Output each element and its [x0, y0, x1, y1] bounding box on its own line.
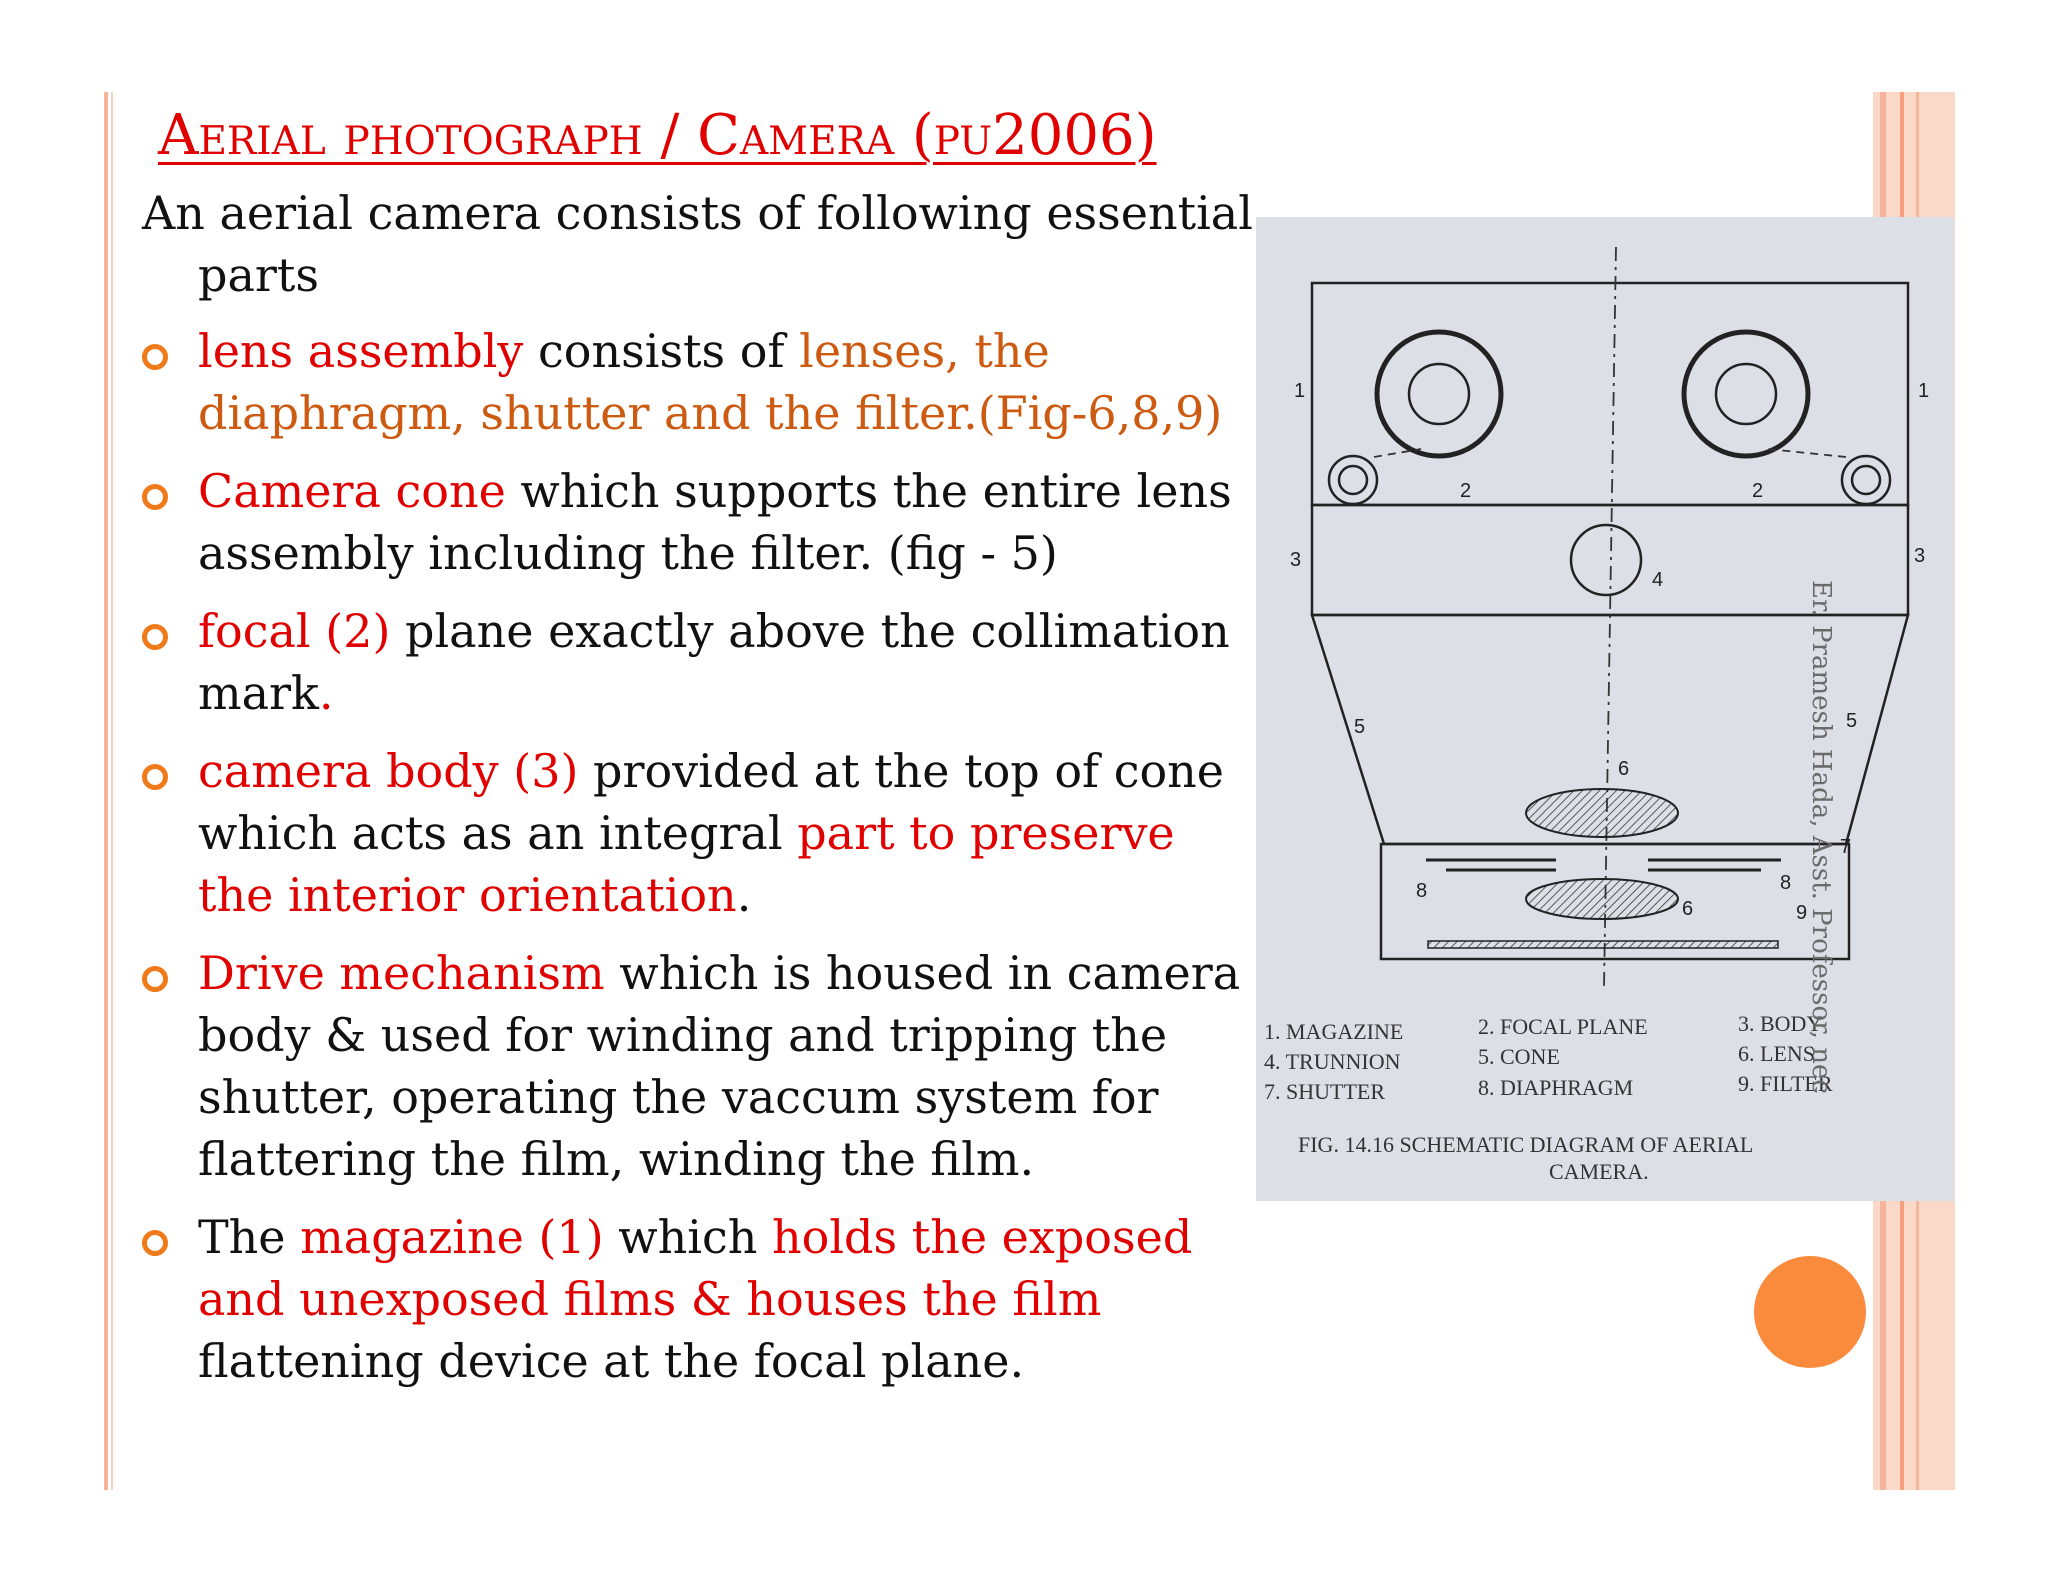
- part-label: 5: [1846, 710, 1858, 732]
- legend-entry: 6. LENS: [1738, 1041, 1815, 1066]
- bullet-text-segment: provided at the top of cone which acts as an integral: [198, 744, 1224, 860]
- bullet-text: [198, 946, 1240, 1186]
- optical-axis: [1604, 247, 1616, 987]
- left-rule-line-thin: [111, 92, 113, 1490]
- bullet-text-segment: which supports the entire lens assembly including the filter. (fig - 5): [198, 464, 1232, 580]
- magazine-spool: [1716, 364, 1776, 424]
- magazine-box: [1312, 283, 1908, 505]
- bullet-icon: [142, 624, 168, 650]
- author-watermark: Er. Pramesh Hada, Asst. Professor, nec: [1806, 580, 1836, 1094]
- bullet-text-segment: magazine (1): [300, 1210, 604, 1264]
- part-label: 1: [1918, 380, 1930, 402]
- part-label: 9: [1796, 902, 1808, 924]
- bullet-item: [142, 600, 1308, 724]
- legend-entry: 7. SHUTTER: [1264, 1079, 1385, 1104]
- legend-entry: 8. DIAPHRAGM: [1478, 1075, 1634, 1100]
- bullet-item: [142, 942, 1308, 1190]
- left-rule-line: [104, 92, 108, 1490]
- bullet-text-segment: Drive mechanism: [198, 946, 605, 1000]
- bullet-text-segment: .: [736, 868, 752, 922]
- bullet-text-segment: which: [603, 1210, 773, 1264]
- bullet-text: [198, 744, 1224, 922]
- legend-entry: 4. TRUNNION: [1264, 1049, 1401, 1074]
- bullet-icon: [142, 344, 168, 370]
- legend-entry: 5. CONE: [1478, 1044, 1560, 1069]
- trunnion-circle: [1571, 525, 1641, 595]
- legend-entry: 1. MAGAZINE: [1264, 1019, 1404, 1044]
- bullet-text-segment: lenses, the diaphragm, shutter and the filter.(Fig-6,8,9): [198, 324, 1223, 440]
- legend-entry: 3. BODY: [1738, 1011, 1823, 1036]
- figure-caption: CAMERA.: [1549, 1159, 1649, 1184]
- bullet-text-segment: The: [198, 1210, 301, 1264]
- bullet-text: [198, 604, 1230, 720]
- bullet-text-segment: flattening device at the focal plane.: [198, 1334, 1025, 1388]
- part-label: 4: [1652, 569, 1664, 591]
- bullet-text-segment: which is housed in camera body & used for winding and tripping the shutter, operating the vaccum system for flattering the film, winding the film.: [198, 946, 1241, 1186]
- bullet-icon: [142, 966, 168, 992]
- intro-text: An aerial camera consists of following essential parts: [142, 186, 1253, 302]
- bullet-list: [142, 320, 1308, 1392]
- bullet-item: [142, 1206, 1278, 1392]
- bullet-text-segment: .: [318, 666, 334, 720]
- bullet-icon: [142, 764, 168, 790]
- bullet-text: [198, 324, 1222, 440]
- take-up-spool: [1339, 466, 1367, 494]
- part-label: 1: [1294, 380, 1306, 402]
- part-label: 8: [1416, 880, 1428, 902]
- bullet-text-segment: lens assembly: [198, 324, 524, 378]
- magazine-spool: [1377, 332, 1501, 456]
- bullet-item: [142, 320, 1308, 444]
- bullet-text-segment: holds the exposed and unexposed films & houses the film: [198, 1210, 1193, 1326]
- figure-caption: FIG. 14.16 SCHEMATIC DIAGRAM OF AERIAL: [1298, 1132, 1754, 1157]
- bullet-item: [142, 460, 1308, 584]
- film-path: [1768, 449, 1846, 457]
- bullet-icon: [142, 484, 168, 510]
- part-label: 2: [1460, 480, 1472, 502]
- bullet-text-segment: consists of: [523, 324, 800, 378]
- part-label: 8: [1780, 872, 1792, 894]
- bullet-icon: [142, 1230, 168, 1256]
- bullet-text: [198, 464, 1232, 580]
- take-up-spool: [1852, 466, 1880, 494]
- part-label: 3: [1914, 545, 1926, 567]
- filter-plate: [1428, 941, 1778, 948]
- bullet-text-segment: camera body (3): [198, 744, 579, 798]
- part-label: 3: [1290, 549, 1302, 571]
- part-label: 2: [1752, 480, 1764, 502]
- camera-schematic-figure: [1256, 217, 1954, 1201]
- legend-entry: 9. FILTER: [1738, 1071, 1833, 1096]
- magazine-spool: [1409, 364, 1469, 424]
- bullet-text-segment: focal (2): [198, 604, 391, 658]
- bullet-text-segment: plane exactly above the collimation mark: [198, 604, 1230, 720]
- decorative-orange-circle: [1754, 1256, 1866, 1368]
- bullet-item: [142, 740, 1248, 926]
- take-up-spool: [1329, 456, 1377, 504]
- part-label: 6: [1618, 758, 1630, 780]
- bullet-text: [198, 1210, 1192, 1388]
- figure-legend: [1264, 1011, 1833, 1184]
- part-label: 5: [1354, 716, 1366, 738]
- bullet-text-segment: part to preserve the interior orientation: [198, 806, 1175, 922]
- slide-title: Aerial photograph / Camera (pu2006): [158, 103, 1157, 168]
- lens-lower: [1526, 879, 1678, 919]
- take-up-spool: [1842, 456, 1890, 504]
- magazine-spool: [1684, 332, 1808, 456]
- legend-entry: 2. FOCAL PLANE: [1478, 1014, 1648, 1039]
- part-label: 7: [1840, 836, 1852, 858]
- bullet-text-segment: Camera cone: [198, 464, 506, 518]
- lens-upper: [1526, 789, 1678, 837]
- part-label: 6: [1682, 898, 1694, 920]
